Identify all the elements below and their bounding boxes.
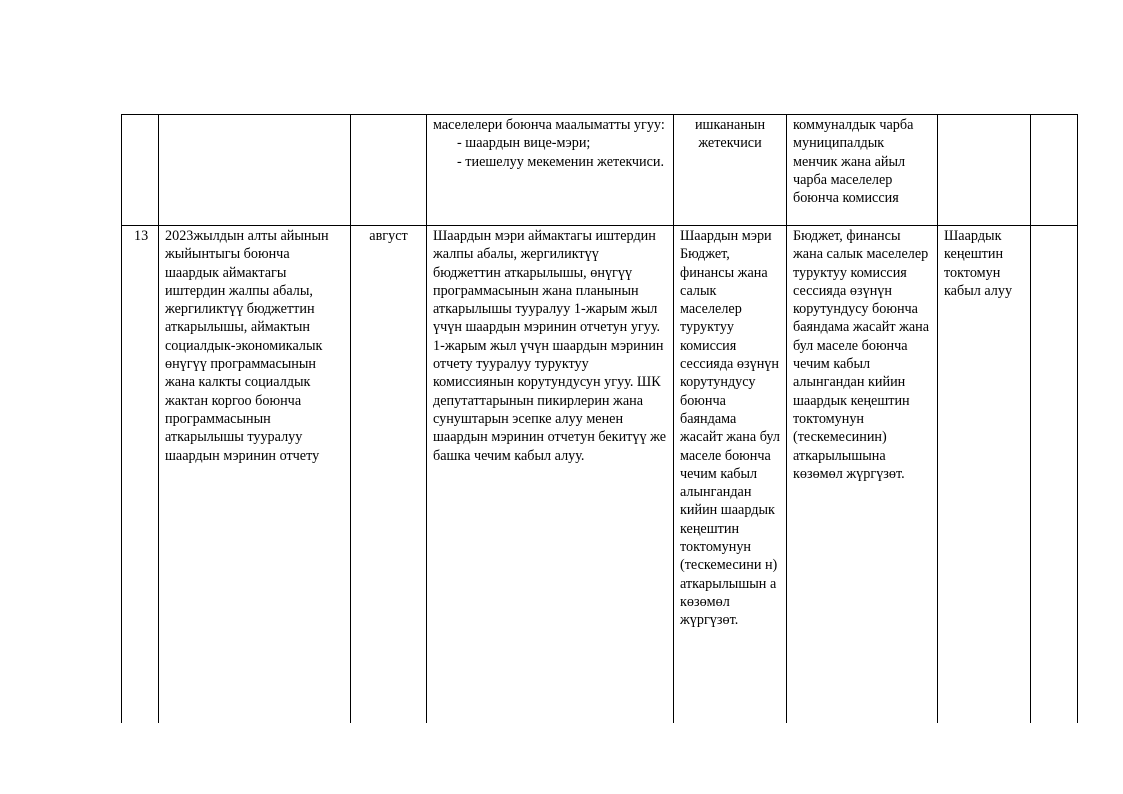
- action-cell: [427, 115, 674, 226]
- commission-line: менчик жана айыл: [793, 153, 906, 170]
- month-cell: [351, 115, 427, 226]
- commission-line: чарба маселелер: [793, 171, 893, 188]
- commission-line: коммуналдык чарба: [793, 117, 914, 133]
- commission-line: муниципалдык: [793, 135, 885, 152]
- topic-cell: 2023жылдын алты айынын жыйынтыгы боюнча шаардык аймактагы иштердин жалпы абалы, жергиликтүү бюджеттин аткарылышы, аймактын социалдык-экономикалык өнүгүү программасынын жана калкты социалдык жактан коргоо боюнча программасынын аткарылышы тууралуу шаардын мэринин отчету: [159, 226, 351, 724]
- month-cell: август: [351, 226, 427, 724]
- action-cell: Шаардын мэри аймактагы иштердин жалпы абалы, жергиликтүү бюджеттин аткарылышы, өнүгүү программасынын жана планынын аткарылышы тууралуу 1-жарым жыл үчүн шаардын мэринин отчетун угуу. 1-жарым жыл үчүн шаардын мэринин отчету тууралуу туруктуу комиссиянын корутундусун угуу. ШК депутаттарынын пикирлерин жана сунуштарын эсепке алуу менен шаардын мэринин отчетун бекитүү же башка чечим кабыл алуу.: [427, 226, 674, 724]
- commission-cell: Бюджет, финансы жана салык маселелер туруктуу комиссия сессияда өзүнүн корутундусу боюнча баяндама жасайт жана бул маселе боюнча чечим кабыл алынгандан кийин шаардык кеңештин токтомунун (тескемесинин) аткарылышына көзөмөл жүргүзөт.: [787, 226, 938, 724]
- commission-line: боюнча комиссия: [793, 190, 899, 207]
- work-plan-table: [121, 114, 1078, 723]
- result-cell: [938, 115, 1031, 226]
- commission-cell: [787, 115, 938, 226]
- table-row: [122, 115, 1078, 226]
- result-cell: Шаардык кеңештин токтомун кабыл алуу: [938, 226, 1031, 724]
- action-line: - тиешелуу мекеменин жетекчиси.: [457, 153, 665, 170]
- table-row: [122, 226, 1078, 724]
- responsible-cell: [674, 115, 787, 226]
- responsible-cell: Шаардын мэри Бюджет, финансы жана салык маселелер туруктуу комиссия сессияда өзүнүн корутундусу боюнча баяндама жасайт жана бул маселе боюнча чечим кабыл алынгандан кийин шаардык кеңештин токтомунун (тескемесини н) аткарылышын а көзөмөл жүргүзөт.: [674, 226, 787, 724]
- extra-cell: [1031, 115, 1078, 226]
- action-line: маселелери боюнча маалыматты угуу:: [433, 117, 665, 133]
- topic-cell: [159, 115, 351, 226]
- action-line: - шаардын вице-мэри;: [457, 135, 591, 152]
- responsible-line: жетекчиси: [698, 135, 762, 152]
- responsible-line: ишкананын: [694, 117, 766, 133]
- row-number-cell: 13: [122, 226, 159, 724]
- row-number-cell: [122, 115, 159, 226]
- extra-cell: [1031, 226, 1078, 724]
